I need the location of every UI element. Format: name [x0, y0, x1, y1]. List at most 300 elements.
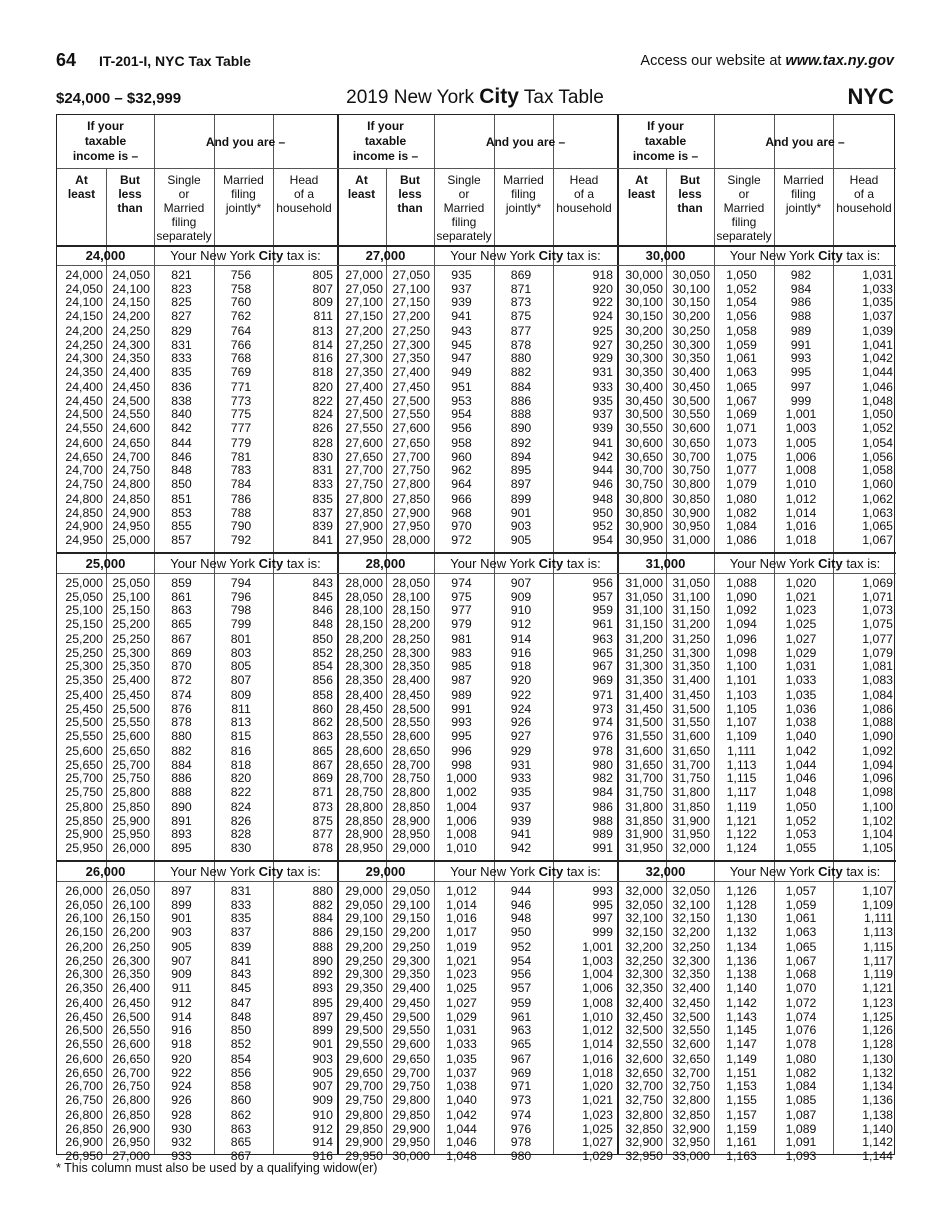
label-suffix: tax is:: [563, 248, 601, 263]
table-cell: 873: [312, 800, 333, 814]
table-cell: 28,800: [345, 800, 383, 814]
table-cell: 831: [312, 463, 333, 478]
head-of-household-tax-values: [833, 997, 893, 1051]
table-cell: 24,900: [112, 505, 150, 520]
table-cell: 1,140: [862, 1121, 893, 1136]
table-cell: 30,950: [672, 519, 710, 534]
table-cell: 31,000: [625, 576, 663, 590]
table-cell: 32,750: [672, 1079, 710, 1094]
head-of-household-tax-values: [833, 801, 893, 855]
married-jointly-header: [214, 173, 273, 215]
table-cell: 777: [230, 420, 252, 435]
table-cell: 25,500: [65, 715, 103, 730]
nyc-tag: NYC: [847, 84, 894, 109]
table-cell: 27,900: [345, 519, 383, 534]
table-cell: 29,750: [392, 1079, 430, 1094]
table-cell: 971: [510, 1079, 532, 1094]
table-cell: 31,900: [625, 827, 663, 842]
married-jointly-tax-values: [214, 493, 268, 547]
table-cell: 1,018: [785, 532, 817, 547]
table-cell: 882: [312, 897, 333, 912]
website-line: [640, 53, 894, 69]
single-tax-values: [714, 1109, 769, 1163]
label-prefix: Your New York: [729, 248, 819, 263]
married-jointly-tax-values: [214, 997, 268, 1051]
table-cell: 28,700: [392, 757, 430, 772]
table-cell: 996: [451, 744, 472, 758]
married-jointly-tax-values: [774, 437, 828, 491]
table-cell: 1,107: [726, 715, 757, 730]
table-cell: 1,061: [785, 911, 817, 926]
header-word: At: [635, 173, 648, 187]
table-cell: 1,042: [446, 1108, 477, 1122]
table-cell: 28,250: [392, 632, 430, 646]
table-cell: 907: [510, 576, 532, 590]
single-header: [434, 173, 494, 243]
table-cell: 876: [171, 701, 192, 716]
table-cell: 922: [510, 688, 532, 702]
table-cell: 1,027: [582, 1135, 613, 1150]
table-cell: 31,650: [672, 744, 710, 758]
table-cell: 786: [230, 492, 252, 506]
table-cell: 935: [451, 268, 472, 282]
table-cell: 920: [171, 1052, 192, 1066]
single-tax-values: [434, 577, 489, 631]
table-cell: 1,119: [863, 967, 893, 982]
table-cell: 30,300: [625, 351, 663, 366]
table-cell: 997: [790, 380, 812, 394]
header-word: of a: [573, 187, 594, 201]
table-cell: 937: [451, 281, 472, 296]
table-cell: 30,850: [625, 505, 663, 520]
label-bold: City: [818, 556, 843, 571]
at-least-values: [339, 801, 383, 855]
table-cell: 1,126: [862, 1023, 893, 1038]
table-cell: 1,054: [726, 295, 757, 310]
row-group: [337, 269, 617, 329]
table-cell: 912: [312, 1121, 333, 1136]
table-cell: 862: [312, 715, 333, 730]
table-cell: 30,400: [625, 380, 663, 394]
header-word: separately: [716, 229, 772, 243]
table-cell: 912: [510, 616, 532, 631]
table-cell: 901: [510, 505, 532, 520]
table-cell: 1,050: [785, 800, 817, 814]
table-cell: 833: [230, 897, 252, 912]
table-cell: 1,029: [582, 1148, 613, 1163]
but-less-than-values: [385, 1109, 430, 1163]
table-cell: 26,950: [112, 1135, 150, 1150]
row-group: [617, 941, 896, 1001]
table-cell: 762: [230, 308, 252, 323]
table-cell: 771: [230, 380, 252, 394]
header-word: Single: [727, 173, 761, 187]
header-word: At: [355, 173, 368, 187]
label-suffix: tax is:: [283, 248, 321, 263]
table-cell: 809: [230, 688, 252, 702]
table-cell: 27,550: [345, 420, 383, 435]
head-of-household-tax-values: [273, 941, 333, 995]
your-tax-is-label: [154, 864, 337, 879]
table-cell: 29,950: [345, 1148, 383, 1163]
married-jointly-tax-values: [494, 269, 548, 323]
married-jointly-tax-values: [214, 885, 268, 939]
table-cell: 24,900: [65, 519, 103, 534]
header-word: Married: [163, 201, 205, 215]
label-prefix: Your New York: [450, 248, 539, 263]
single-tax-values: [714, 493, 769, 547]
table-cell: 1,071: [726, 420, 757, 435]
header-word: than: [397, 201, 423, 215]
row-group: [57, 269, 337, 329]
table-cell: 31,100: [625, 603, 663, 618]
table-cell: 29,900: [345, 1135, 383, 1150]
table-cell: 848: [171, 463, 192, 478]
table-cell: 944: [592, 463, 613, 478]
table-cell: 29,300: [392, 953, 430, 968]
table-cell: 29,450: [345, 1009, 383, 1024]
table-cell: 1,039: [862, 324, 893, 338]
table-cell: 24,350: [65, 364, 103, 379]
table-cell: 830: [230, 840, 252, 855]
table-cell: 1,126: [726, 884, 757, 898]
header-line: If your: [647, 119, 684, 133]
table-cell: 32,650: [672, 1052, 710, 1066]
table-cell: 939: [592, 420, 613, 435]
table-cell: 29,350: [392, 967, 430, 982]
table-cell: 920: [592, 281, 613, 296]
table-cell: 29,200: [392, 924, 430, 939]
header-word: less: [118, 187, 142, 201]
table-cell: 26,850: [112, 1108, 150, 1122]
table-cell: 29,150: [392, 911, 430, 926]
table-cell: 28,550: [392, 715, 430, 730]
table-cell: 1,067: [862, 532, 893, 547]
table-cell: 1,088: [862, 715, 893, 730]
but-less-than-values: [385, 941, 430, 995]
row-group: [57, 997, 337, 1057]
table-cell: 25,350: [112, 659, 150, 674]
married-jointly-tax-values: [494, 633, 548, 687]
table-cell: 1,058: [862, 463, 893, 478]
table-cell: 976: [510, 1121, 532, 1136]
website-prefix: Access our website at: [640, 53, 786, 69]
table-cell: 890: [510, 420, 532, 435]
row-group: [617, 633, 896, 693]
table-cell: 976: [592, 728, 613, 743]
at-least-values: [339, 997, 383, 1051]
at-least-values: [59, 381, 103, 435]
header-word: Married: [783, 173, 824, 187]
income-block: [337, 553, 617, 861]
at-least-values: [339, 745, 383, 799]
table-cell: 1,027: [785, 632, 817, 646]
table-cell: 984: [790, 281, 812, 296]
table-cell: 30,800: [625, 492, 663, 506]
table-cell: 29,250: [345, 953, 383, 968]
table-cell: 929: [592, 351, 613, 366]
table-cell: 880: [171, 728, 192, 743]
table-cell: 30,450: [672, 380, 710, 394]
table-cell: 28,200: [345, 632, 383, 646]
table-cell: 28,450: [392, 688, 430, 702]
table-cell: 1,006: [446, 813, 477, 828]
at-least-values: [339, 633, 383, 687]
table-cell: 1,125: [862, 1009, 893, 1024]
table-cell: 1,147: [726, 1036, 757, 1051]
table-cell: 1,050: [862, 407, 893, 422]
table-cell: 858: [312, 688, 333, 702]
table-cell: 933: [510, 771, 532, 786]
married-jointly-tax-values: [774, 997, 828, 1051]
table-cell: 32,750: [625, 1092, 663, 1107]
table-cell: 969: [592, 672, 613, 687]
married-jointly-tax-values: [214, 745, 268, 799]
at-least-values: [339, 269, 383, 323]
table-cell: 24,400: [65, 380, 103, 394]
label-bold: City: [538, 556, 564, 571]
table-cell: 25,950: [65, 840, 103, 855]
table-cell: 31,050: [672, 576, 710, 590]
table-cell: 1,012: [785, 492, 817, 506]
table-cell: 1,029: [446, 1009, 477, 1024]
label-suffix: tax is:: [842, 556, 881, 571]
row-group: [57, 885, 337, 945]
income-block: [617, 861, 896, 1169]
table-cell: 926: [171, 1092, 192, 1107]
table-cell: 805: [230, 659, 252, 674]
label-suffix: tax is:: [283, 556, 321, 571]
row-group: [57, 1053, 337, 1113]
table-cell: 29,400: [392, 980, 430, 995]
table-cell: 30,050: [672, 268, 710, 282]
table-cell: 27,800: [392, 476, 430, 491]
table-cell: 826: [312, 420, 333, 435]
table-cell: 859: [171, 576, 192, 590]
table-cell: 29,750: [345, 1092, 383, 1107]
table-cell: 29,500: [392, 1009, 430, 1024]
table-cell: 24,650: [65, 449, 103, 464]
table-cell: 959: [510, 996, 532, 1010]
table-cell: 949: [451, 364, 472, 379]
table-cell: 967: [592, 659, 613, 674]
table-cell: 29,900: [392, 1121, 430, 1136]
table-cell: 1,067: [726, 393, 757, 408]
table-cell: 884: [312, 911, 333, 926]
table-cell: 1,052: [785, 813, 817, 828]
table-cell: 865: [312, 744, 333, 758]
header-word: Married: [503, 173, 544, 187]
table-cell: 1,163: [726, 1148, 757, 1163]
head-of-household-header: [273, 173, 335, 215]
table-cell: 32,700: [625, 1079, 663, 1094]
table-cell: 1,014: [446, 897, 477, 912]
your-tax-is-label: [714, 556, 896, 571]
single-tax-values: [434, 381, 489, 435]
table-cell: 1,124: [726, 840, 757, 855]
married-jointly-tax-values: [494, 801, 548, 855]
at-least-values: [339, 437, 383, 491]
row-group: [337, 941, 617, 1001]
table-cell: 991: [592, 840, 613, 855]
table-cell: 28,900: [345, 827, 383, 842]
table-cell: 32,050: [672, 884, 710, 898]
table-cell: 27,850: [392, 492, 430, 506]
table-cell: 852: [230, 1036, 252, 1051]
table-cell: 26,250: [65, 953, 103, 968]
table-cell: 25,300: [112, 645, 150, 660]
table-cell: 835: [312, 492, 333, 506]
table-cell: 816: [230, 744, 252, 758]
table-cell: 948: [510, 911, 532, 926]
but-less-than-values: [385, 381, 430, 435]
table-cell: 766: [230, 337, 252, 352]
table-cell: 1,035: [862, 295, 893, 310]
row-group: [337, 493, 617, 553]
table-cell: 29,000: [392, 840, 430, 855]
table-cell: 1,082: [785, 1065, 817, 1080]
at-least-values: [59, 1109, 103, 1163]
table-cell: 26,900: [65, 1135, 103, 1150]
table-cell: 878: [510, 337, 532, 352]
table-cell: 958: [451, 436, 472, 450]
block-thousand: 24,000: [85, 248, 126, 263]
table-cell: 30,250: [625, 337, 663, 352]
single-tax-values: [714, 325, 769, 379]
header-row-columns: [57, 168, 337, 247]
table-cell: 1,016: [785, 519, 817, 534]
table-cell: 794: [230, 576, 252, 590]
table-cell: 29,700: [392, 1065, 430, 1080]
married-jointly-tax-values: [214, 437, 268, 491]
table-cell: 991: [451, 701, 472, 716]
but-less-than-values: [105, 885, 150, 939]
single-tax-values: [714, 885, 769, 939]
table-cell: 986: [592, 800, 613, 814]
table-cell: 827: [171, 308, 192, 323]
table-cell: 24,350: [112, 351, 150, 366]
label-bold: City: [538, 248, 564, 263]
header-word: filing: [511, 187, 536, 201]
table-cell: 764: [230, 324, 252, 338]
table-cell: 758: [230, 281, 252, 296]
header-line: If your: [87, 119, 124, 133]
at-least-values: [619, 493, 663, 547]
married-jointly-tax-values: [214, 269, 268, 323]
at-least-header: [57, 173, 106, 201]
table-cell: 28,100: [345, 603, 383, 618]
tax-table: [56, 114, 895, 1163]
table-cell: 26,700: [65, 1079, 103, 1094]
table-cell: 25,800: [65, 800, 103, 814]
table-cell: 28,400: [345, 688, 383, 702]
table-cell: 924: [592, 308, 613, 323]
at-least-values: [59, 493, 103, 547]
table-cell: 1,104: [862, 827, 893, 842]
at-least-values: [339, 1053, 383, 1107]
table-cell: 857: [171, 532, 192, 547]
label-suffix: tax is:: [842, 248, 881, 263]
at-least-values: [619, 1109, 663, 1163]
table-cell: 26,650: [65, 1065, 103, 1080]
table-cell: 31,800: [672, 784, 710, 799]
title-bold: City: [479, 85, 519, 108]
table-cell: 811: [313, 308, 333, 323]
table-cell: 24,200: [112, 308, 150, 323]
but-less-than-values: [665, 381, 710, 435]
table-cell: 32,950: [672, 1135, 710, 1150]
header-word: Head: [289, 173, 319, 187]
married-jointly-tax-values: [774, 1053, 828, 1107]
table-cell: 27,950: [345, 532, 383, 547]
but-less-than-values: [665, 577, 710, 631]
table-cell: 941: [592, 436, 613, 450]
header-row-top: [337, 115, 617, 169]
table-cell: 26,050: [112, 884, 150, 898]
single-tax-values: [434, 493, 489, 547]
table-cell: 893: [171, 827, 192, 842]
table-cell: 27,250: [345, 337, 383, 352]
table-cell: 32,150: [672, 911, 710, 926]
table-cell: 799: [230, 616, 252, 631]
table-cell: 867: [230, 1148, 252, 1163]
table-cell: 31,900: [672, 813, 710, 828]
and-you-are-label: And you are –: [765, 135, 845, 149]
married-jointly-tax-values: [494, 997, 548, 1051]
table-cell: 907: [171, 953, 192, 968]
table-cell: 933: [171, 1148, 192, 1163]
table-cell: 1,046: [446, 1135, 477, 1150]
table-cell: 1,033: [446, 1036, 477, 1051]
table-cell: 901: [171, 911, 192, 926]
table-cell: 27,000: [112, 1148, 150, 1163]
at-least-values: [339, 493, 383, 547]
table-cell: 828: [230, 827, 252, 842]
table-cell: 993: [790, 351, 812, 366]
table-cell: 820: [312, 380, 333, 394]
table-cell: 29,600: [392, 1036, 430, 1051]
table-cell: 974: [510, 1108, 532, 1122]
table-cell: 1,058: [726, 324, 757, 338]
table-cell: 869: [312, 771, 333, 786]
table-cell: 878: [171, 715, 192, 730]
table-cell: 1,122: [726, 827, 757, 842]
single-tax-values: [714, 633, 769, 687]
at-least-header: [617, 173, 666, 201]
table-cell: 931: [592, 364, 613, 379]
table-cell: 27,500: [345, 407, 383, 422]
table-cell: 29,400: [345, 996, 383, 1010]
table-cell: 1,130: [726, 911, 757, 926]
table-cell: 860: [230, 1092, 252, 1107]
single-tax-values: [154, 437, 209, 491]
label-prefix: Your New York: [729, 556, 819, 571]
table-cell: 895: [312, 996, 333, 1010]
head-of-household-tax-values: [273, 997, 333, 1051]
table-cell: 1,003: [582, 953, 613, 968]
table-cell: 25,700: [112, 757, 150, 772]
but-less-than-values: [105, 1109, 150, 1163]
table-cell: 848: [312, 616, 333, 631]
table-cell: 809: [312, 295, 333, 310]
table-cell: 932: [171, 1135, 192, 1150]
label-prefix: Your New York: [450, 864, 539, 879]
table-cell: 1,105: [726, 701, 757, 716]
your-tax-is-label: [434, 864, 617, 879]
at-least-values: [619, 633, 663, 687]
table-cell: 1,059: [726, 337, 757, 352]
table-cell: 32,500: [672, 1009, 710, 1024]
